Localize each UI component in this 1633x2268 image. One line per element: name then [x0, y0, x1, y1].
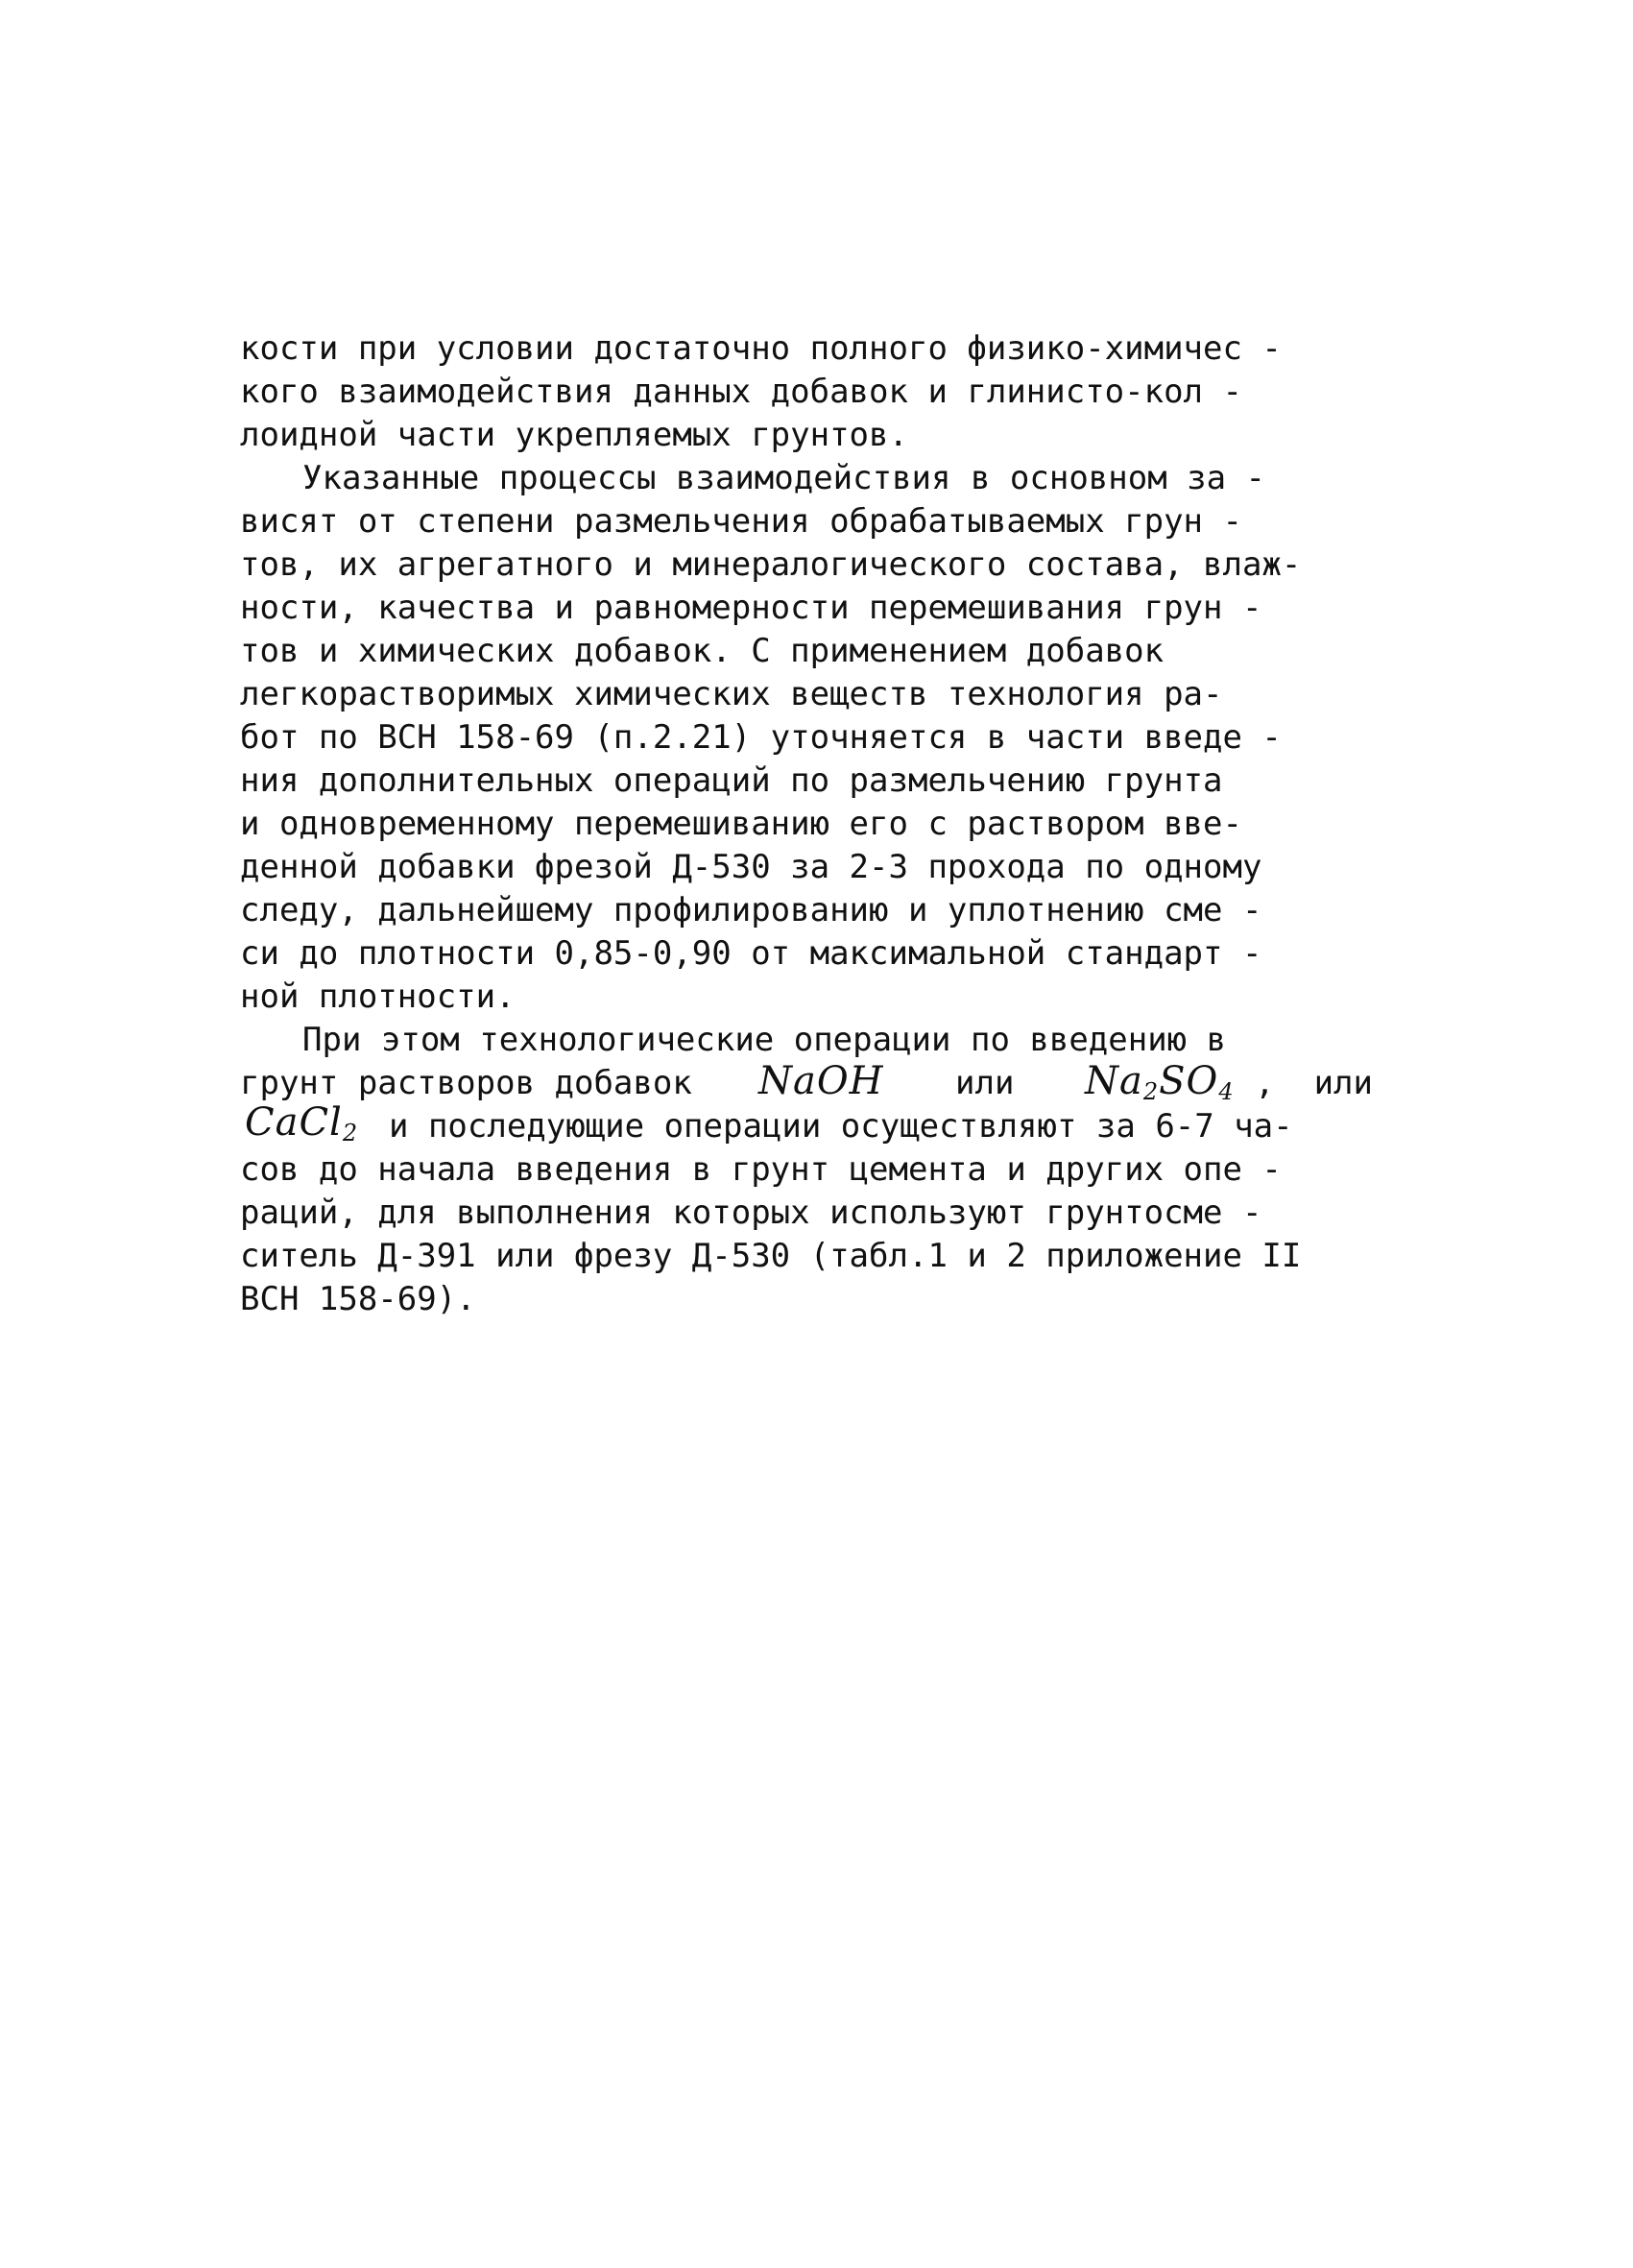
- text-line: При этом технологические операции по введению в: [302, 1021, 1227, 1059]
- text-line: денной добавки фрезой Д-530 за 2-3 прохода по одному: [240, 848, 1262, 886]
- formula-naoh: NaOH: [758, 1059, 884, 1103]
- text-line-with-formulas: [240, 1059, 1373, 1105]
- formula-part: Na: [1085, 1059, 1143, 1103]
- text-line: кого взаимодействия данных добавок и глинисто-кол -: [240, 373, 1242, 411]
- text-line: ния дополнительных операций по размельчению грунта: [240, 761, 1223, 800]
- text-segment: грунт растворов добавок: [240, 1064, 692, 1102]
- text-line: Указанные процессы взаимодействия в основном за -: [302, 459, 1266, 497]
- text-line: раций, для выполнения которых используют грунтосме -: [240, 1194, 1262, 1232]
- text-line: висят от степени размельчения обрабатываемых грун -: [240, 502, 1242, 541]
- text-line: тов и химических добавок. С применением добавок: [240, 632, 1165, 670]
- text-line: сов до начала введения в грунт цемента и других опе -: [240, 1150, 1282, 1189]
- formula-subscript: 4: [1218, 1078, 1235, 1105]
- text-line: ной плотности.: [240, 977, 516, 1016]
- text-line: ситель Д-391 или фрезу Д-530 (табл.1 и 2 приложение II: [240, 1237, 1302, 1275]
- text-line: и одновременному перемешиванию его с раствором вве-: [240, 805, 1242, 843]
- text-line: кости при условии достаточно полного физико-химичес -: [240, 329, 1282, 368]
- text-line: следу, дальнейшему профилированию и уплотнению сме -: [240, 891, 1262, 929]
- formula-part: CaCl: [245, 1100, 343, 1145]
- text-line-with-formulas: [240, 1100, 1373, 1148]
- formula-part: SO: [1159, 1059, 1219, 1103]
- text-line: тов, их агрегатного и минералогического состава, влаж-: [240, 545, 1302, 584]
- formula-cacl2: [245, 1101, 358, 1155]
- text-segment: и последующие операции осуществляют за 6-7 ча-: [389, 1107, 1293, 1146]
- formula-subscript: 2: [342, 1120, 359, 1146]
- text-line: ВСН 158-69).: [240, 1280, 476, 1318]
- text-line: бот по ВСН 158-69 (п.2.21) уточняется в части введе -: [240, 718, 1282, 757]
- formula-subscript: 2: [1142, 1078, 1160, 1105]
- text-line: лоидной части укрепляемых грунтов.: [240, 416, 908, 454]
- text-segment: , или: [1255, 1064, 1373, 1102]
- text-line: ности, качества и равномерности перемешивания грун -: [240, 589, 1262, 627]
- text-line: си до плотности 0,85-0,90 от максимальной стандарт -: [240, 934, 1262, 973]
- text-line: легкорастворимых химических веществ технология ра-: [240, 675, 1223, 713]
- text-segment: или: [955, 1064, 1015, 1102]
